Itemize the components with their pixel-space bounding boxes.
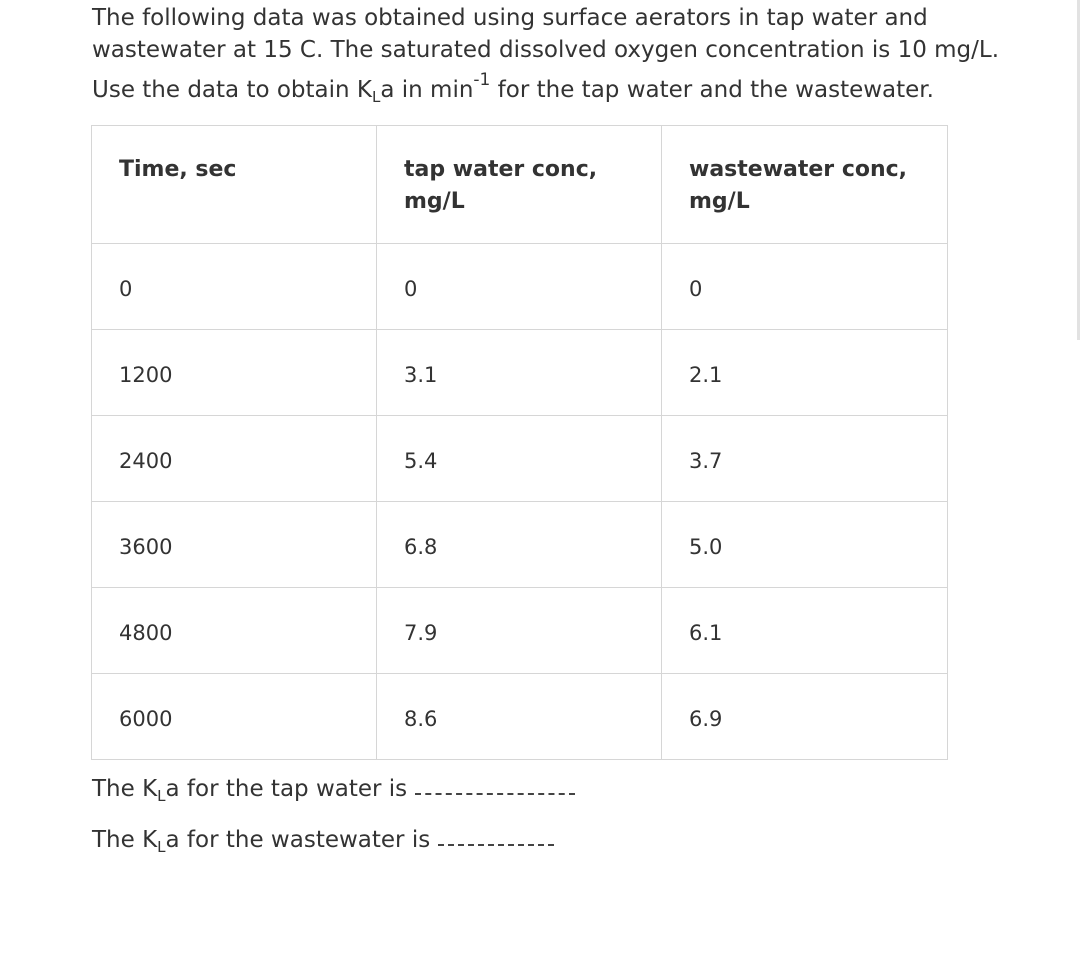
question-line-3-start: Use the data to obtain K: [92, 77, 372, 103]
question-text: [92, 2, 1052, 113]
table-row: [92, 502, 948, 588]
question-line-2: wastewater at 15 C. The saturated dissolved oxygen concentration is 10 mg/L.: [92, 37, 1000, 63]
cell-waste-conc: 5.0: [662, 502, 948, 588]
header-waste-label-line1: wastewater conc,: [689, 157, 908, 182]
table-row: [92, 588, 948, 674]
header-time-label: Time, sec: [119, 157, 237, 182]
cell-waste-conc: 6.9: [662, 674, 948, 760]
question-line-3: [92, 70, 1052, 113]
tap-answer-prefix: The K: [92, 776, 158, 802]
wastewater-answer-line: [92, 825, 554, 862]
cell-time: 0: [92, 244, 377, 330]
wastewater-answer-blank[interactable]: [438, 844, 554, 846]
tap-kla-subscript: L: [157, 787, 166, 805]
question-line-3-mid: a in min: [380, 77, 474, 103]
table-row: [92, 416, 948, 502]
cell-waste-conc: 3.7: [662, 416, 948, 502]
cell-tap-conc: 8.6: [377, 674, 662, 760]
min-exponent: -1: [473, 70, 491, 90]
table-row: [92, 244, 948, 330]
tap-answer-text: a for the tap water is: [165, 776, 408, 802]
question-line-3-end: for the tap water and the wastewater.: [490, 77, 934, 103]
cell-time: 1200: [92, 330, 377, 416]
cell-tap-conc: 7.9: [377, 588, 662, 674]
header-wastewater: [662, 126, 948, 244]
table-row: [92, 674, 948, 760]
cell-waste-conc: 2.1: [662, 330, 948, 416]
question-line-1: The following data was obtained using surface aerators in tap water and: [92, 5, 928, 31]
cell-tap-conc: 3.1: [377, 330, 662, 416]
header-time: [92, 126, 377, 244]
waste-answer-text: a for the wastewater is: [165, 827, 431, 853]
cell-waste-conc: 0: [662, 244, 948, 330]
cell-tap-conc: 0: [377, 244, 662, 330]
header-tap-water: [377, 126, 662, 244]
table-header-row: [92, 126, 948, 244]
header-waste-label-line2: mg/L: [689, 189, 750, 214]
table-row: [92, 330, 948, 416]
tap-water-answer-blank[interactable]: [415, 793, 575, 795]
cell-time: 2400: [92, 416, 377, 502]
header-tap-label-line2: mg/L: [404, 189, 465, 214]
tap-water-answer-line: [92, 774, 575, 811]
cell-time: 3600: [92, 502, 377, 588]
data-table: [91, 125, 948, 760]
header-tap-label-line1: tap water conc,: [404, 157, 598, 182]
waste-kla-subscript: L: [157, 838, 166, 856]
cell-waste-conc: 6.1: [662, 588, 948, 674]
cell-tap-conc: 6.8: [377, 502, 662, 588]
kla-subscript: L: [372, 88, 381, 106]
cell-time: 6000: [92, 674, 377, 760]
cell-tap-conc: 5.4: [377, 416, 662, 502]
waste-answer-prefix: The K: [92, 827, 158, 853]
cell-time: 4800: [92, 588, 377, 674]
